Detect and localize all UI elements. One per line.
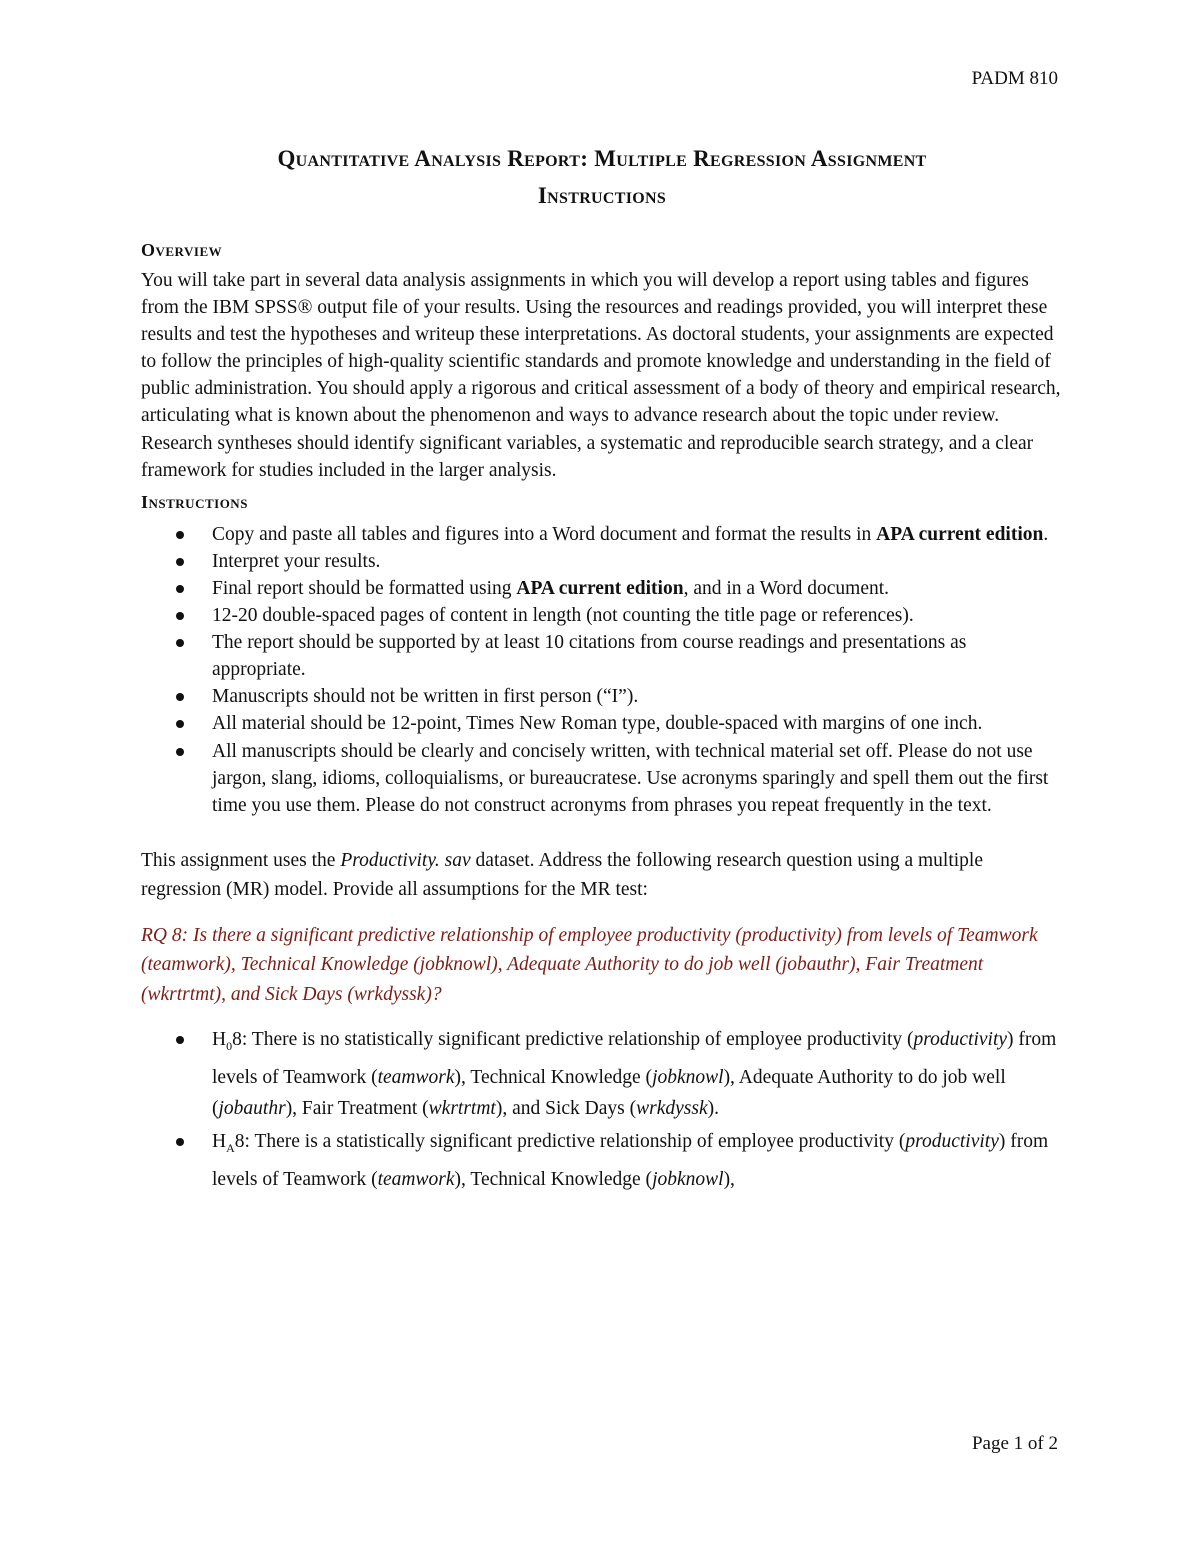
hypothesis-text: ), [723,1169,735,1191]
variable-name: jobknowl [652,1169,724,1191]
document-title [141,140,1063,214]
title-line-1: Quantitative Analysis Report: Multiple Regression Assignment [277,146,927,171]
bullet-icon [176,639,184,647]
bullet-icon [176,1138,184,1146]
list-item-text: Copy and paste all tables and figures into a Word document and format the results in [212,523,877,545]
overview-paragraph: You will take part in several data analysis assignments in which you will develop a report using tables and figures from the IBM SPSS® output file of your results. Using the resources and readings provided, you will interpret these results and test the hypotheses and writeup these interpretations. As doctoral students, your assignments are expected to follow the principles of high-quality scientific standards and promote knowledge and understanding in the field of public administration. You should apply a rigorous and critical assessment of a body of theory and empirical research, articulating what is known about the phenomenon and ways to advance research about the topic under review. Research syntheses should identify significant variables, a systematic and reproducible search strategy, and a clear framework for studies included in the larger analysis. [141,270,1061,481]
hypothesis-label: H [212,1131,227,1153]
variable-name: jobauthr [218,1098,286,1120]
hypothesis-text: ), Technical Knowledge ( [454,1067,653,1089]
hypothesis-text: ), Technical Knowledge ( [454,1169,653,1191]
variable-name: jobknowl [652,1067,724,1089]
list-item [212,683,1063,710]
research-question: RQ 8: Is there a significant predictive relationship of employee productivity (productivity) from levels of Teamwork (teamwork), Technical Knowledge (jobknowl), Adequate Authority to do job well (jobauthr), Fair Treatment (wkrtrtmt), and Sick Days (wrkdyssk)? [141,924,1038,1005]
hypothesis-text: ) from levels of Teamwork ( [212,1029,1057,1089]
hypothesis-text: ) from levels of Teamwork ( [212,1131,1049,1191]
list-item-text: . [1043,523,1049,545]
list-item-text: All manuscripts should be clearly and concisely written, with technical material set off. Please do not use jargon, slang, idioms, colloquialisms, or bureaucratese. Use acronyms sparingly and spell them out the first time you use them. Please do not construct acronyms from phrases you repeat frequently in the text. [212,740,1049,816]
document-body [141,140,1063,1197]
bullet-icon [176,531,184,539]
list-item [212,575,1063,602]
list-item-bold: APA current edition [876,523,1044,545]
list-item [212,710,1063,737]
header-course-code: PADM 810 [971,68,1058,89]
instructions-heading: Instructions [141,491,248,512]
list-item-text: The report should be supported by at least 10 citations from course readings and presentations as appropriate. [212,632,967,681]
variable-name: teamwork [377,1169,455,1191]
hypothesis-subscript: A [226,1141,235,1156]
hypothesis-text: ), and Sick Days ( [495,1098,637,1120]
hypothesis-subscript: 0 [226,1039,233,1054]
assignment-text: This assignment uses the [141,849,341,871]
bullet-icon [176,720,184,728]
overview-heading: Overview [141,240,223,260]
assignment-paragraph [141,846,1063,905]
page-number: Page 1 of 2 [971,1433,1058,1454]
bullet-icon [176,558,184,566]
list-item-text: Interpret your results. [212,550,381,572]
alternative-hypothesis [212,1126,1063,1195]
variable-name: wkrtrtmt [428,1098,496,1120]
null-hypothesis [212,1024,1063,1124]
dataset-name: Productivity. sav [340,849,471,871]
list-item-text: Final report should be formatted using [212,577,517,599]
variable-name: productivity [905,1131,999,1153]
variable-name: teamwork [377,1067,455,1089]
list-item [212,548,1063,575]
list-item-text: 12-20 double-spaced pages of content in length (not counting the title page or references). [212,605,914,627]
list-item [212,738,1063,819]
hypothesis-text: ). [707,1098,719,1120]
hypotheses-list [141,1024,1063,1195]
list-item-text: All material should be 12-point, Times New Roman type, double-spaced with margins of one inch. [212,713,983,735]
bullet-icon [176,612,184,620]
list-item-text: Manuscripts should not be written in first person (“I”). [212,686,639,708]
bullet-icon [176,693,184,701]
title-line-2: Instructions [537,183,667,208]
hypothesis-label: H [212,1029,227,1051]
variable-name: wrkdyssk [636,1098,708,1120]
hypothesis-text: 8: There is a statistically significant predictive relationship of employee productivity ( [234,1131,906,1153]
bullet-icon [176,1036,184,1044]
assignment-text: dataset. Address the following research question using a multiple regression (MR) model. Provide all assumptions for the MR test: [141,849,983,901]
hypothesis-text: 8: There is no statistically significant predictive relationship of employee productivity ( [232,1029,914,1051]
list-item [212,521,1063,548]
list-item-bold: APA current edition [516,577,684,599]
bullet-icon [176,585,184,593]
list-item [212,602,1063,629]
hypothesis-text: ), Adequate Authority to do job well ( [212,1067,1006,1120]
variable-name: productivity [913,1029,1008,1051]
bullet-icon [176,748,184,756]
instructions-list [141,521,1063,819]
hypothesis-text: ), Fair Treatment ( [285,1098,429,1120]
list-item-text: , and in a Word document. [683,577,890,599]
list-item [212,629,1063,683]
